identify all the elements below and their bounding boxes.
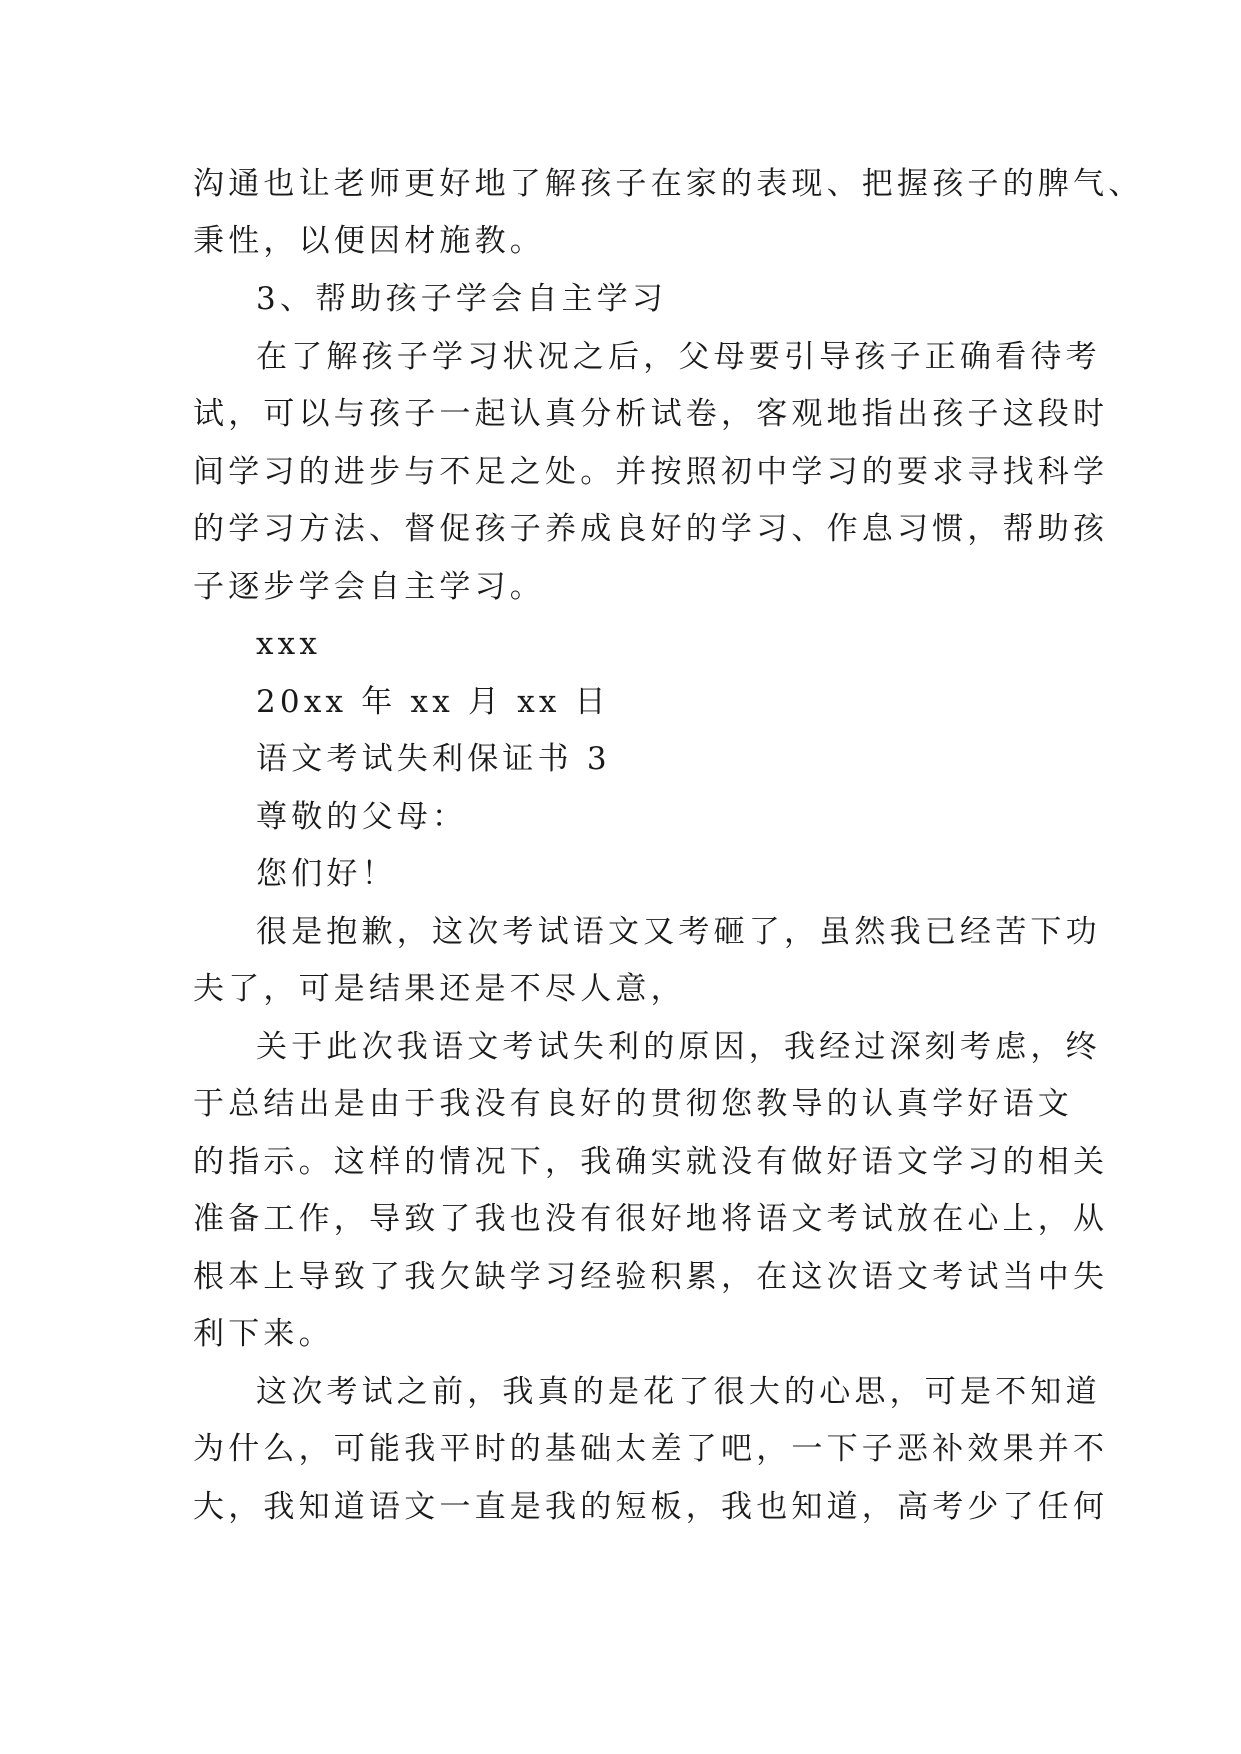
text-line: 为什么，可能我平时的基础太差了吧，一下子恶补效果并不 xyxy=(193,1431,1109,1467)
text-line: 沟通也让老师更好地了解孩子在家的表现、把握孩子的脾气、 xyxy=(193,166,1144,202)
greeting: 您们好！ xyxy=(256,856,397,892)
signature-date: 20xx 年 xx 月 xx 日 xyxy=(256,684,610,720)
text-line: 很是抱歉，这次考试语文又考砸了，虽然我已经苦下功 xyxy=(256,914,1101,950)
signature-name: xxx xyxy=(256,626,322,662)
section-heading: 3、帮助孩子学会自主学习 xyxy=(256,281,668,317)
text-line: 夫了，可是结果还是不尽人意， xyxy=(193,971,686,1007)
text-line: 子逐步学会自主学习。 xyxy=(193,569,545,605)
document-title: 语文考试失利保证书 3 xyxy=(256,741,611,777)
text-line: 的学习方法、督促孩子养成良好的学习、作息习惯，帮助孩 xyxy=(193,511,1109,547)
text-line: 关于此次我语文考试失利的原因，我经过深刻考虑，终 xyxy=(256,1029,1101,1065)
salutation: 尊敬的父母： xyxy=(256,799,468,835)
text-line: 的指示。这样的情况下，我确实就没有做好语文学习的相关 xyxy=(193,1144,1109,1180)
text-line: 间学习的进步与不足之处。并按照初中学习的要求寻找科学 xyxy=(193,454,1109,490)
text-line: 这次考试之前，我真的是花了很大的心思，可是不知道 xyxy=(256,1374,1101,1410)
text-line: 秉性，以便因材施教。 xyxy=(193,223,545,259)
text-line: 试，可以与孩子一起认真分析试卷，客观地指出孩子这段时 xyxy=(193,396,1109,432)
text-line: 于总结出是由于我没有良好的贯彻您教导的认真学好语文 xyxy=(193,1086,1073,1122)
text-line: 根本上导致了我欠缺学习经验积累，在这次语文考试当中失 xyxy=(193,1259,1109,1295)
text-line: 在了解孩子学习状况之后，父母要引导孩子正确看待考 xyxy=(256,339,1101,375)
text-line: 准备工作，导致了我也没有很好地将语文考试放在心上，从 xyxy=(193,1201,1109,1237)
text-line: 利下来。 xyxy=(193,1316,334,1352)
text-line: 大，我知道语文一直是我的短板，我也知道，高考少了任何 xyxy=(193,1489,1109,1525)
